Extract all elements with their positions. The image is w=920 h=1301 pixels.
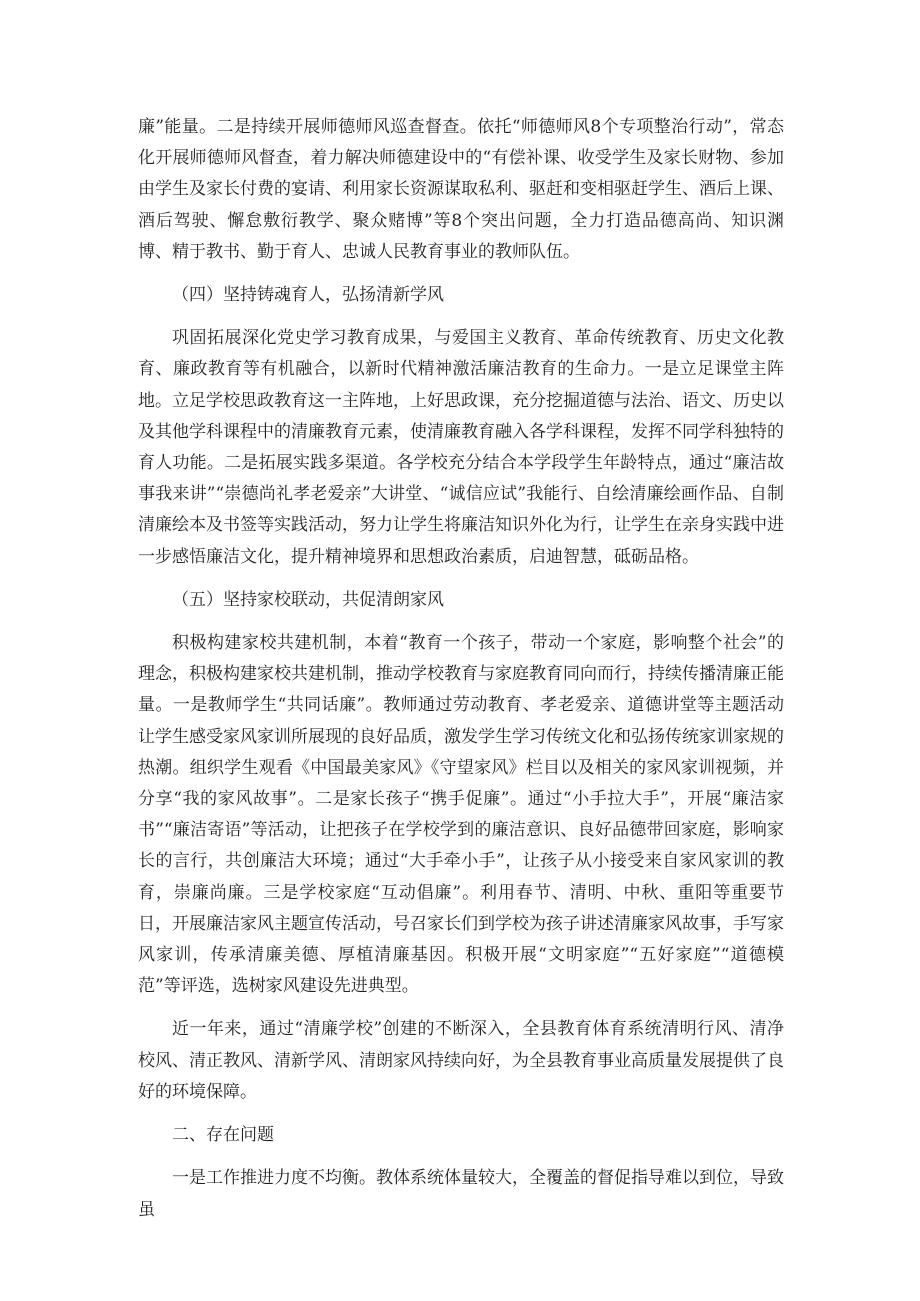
section-heading-problems: 二、存在问题 — [172, 1125, 274, 1146]
section-heading-four: （四）坚持铸魂育人，弘扬清新学风 — [172, 285, 444, 306]
document-body — [138, 112, 784, 1226]
paragraph-problems: 一是工作推进力度不均衡。教体系统体量较大，全覆盖的督促指导难以到位，导致虽 — [138, 1168, 784, 1220]
paragraph-school-style: 巩固拓展深化党史学习教育成果，与爱国主义教育、革命传统教育、历史文化教育、廉政教育等有机融合，以新时代精神激活廉洁教育的生命力。一是立足课堂主阵地。立足学校思政教育这一主阵地，上好思政课，充分挖掘道德与法治、语文、历史以及其他学科课程中的清廉教育元素，使清廉教育融入各学科课程，发挥不同学科独特的育人功能。二是拓展实践多渠道。各学校充分结合本学段学生年龄特点，通过“廉洁故事我来讲”“崇德尚礼孝老爱亲”大讲堂、“诚信应试”我能行、自绘清廉绘画作品、自制清廉绘本及书签等实践活动，努力让学生将廉洁知识外化为行，让学生在亲身实践中进一步感悟廉洁文化，提升精神境界和思想政治素质，启迪智慧，砥砺品格。 — [138, 328, 784, 567]
section-heading-five: （五）坚持家校联动，共促清朗家风 — [172, 589, 444, 610]
paragraph-summary: 近一年来，通过“清廉学校”创建的不断深入，全县教育体育系统清明行风、清净校风、清正教风、清新学风、清朗家风持续向好，为全县教育事业高质量发展提供了良好的环境保障。 — [138, 1019, 784, 1102]
paragraph-teacher-ethics-continuation: 廉”能量。二是持续开展师德师风巡查督查。依托“师德师风8个专项整治行动”，常态化开展师德师风督查，着力解决师德建设中的“有偿补课、收受学生及家长财物、参加由学生及家长付费的宴请、利用家长资源谋取私利、驱赶和变相驱赶学生、酒后上课、酒后驾驶、懈怠敷衍教学、聚众赌博”等8个突出问题，全力打造品德高尚、知识渊博、精于教书、勤于育人、忠诚人民教育事业的教师队伍。 — [138, 117, 784, 262]
paragraph-family-style: 积极构建家校共建机制，本着“教育一个孩子，带动一个家庭，影响整个社会”的理念，积极构建家校共建机制，推动学校教育与家庭教育同向而行，持续传播清廉正能量。一是教师学生“共同话廉”。教师通过劳动教育、孝老爱亲、道德讲堂等主题活动让学生感受家风家训所展现的良好品质，激发学生学习传统文化和弘扬传统家训家规的热潮。组织学生观看《中国最美家风》《守望家风》栏目以及相关的家风家训视频，并分享“我的家风故事”。二是家长孩子“携手促廉”。通过“小手拉大手”，开展“廉洁家书”“廉洁寄语”等活动，让把孩子在学校学到的廉洁意识、良好品德带回家庭，影响家长的言行，共创廉洁大环境；通过“大手牵小手”，让孩子从小接受来自家风家训的教育，崇廉尚廉。三是学校家庭“互动倡廉”。利用春节、清明、中秋、重阳等重要节日，开展廉洁家风主题宣传活动，号召家长们到学校为孩子讲述清廉家风故事，手写家风家训，传承清廉美德、厚植清廉基因。积极开展“文明家庭”“五好家庭”“道德模范”等评选，选树家风建设先进典型。 — [138, 633, 784, 997]
